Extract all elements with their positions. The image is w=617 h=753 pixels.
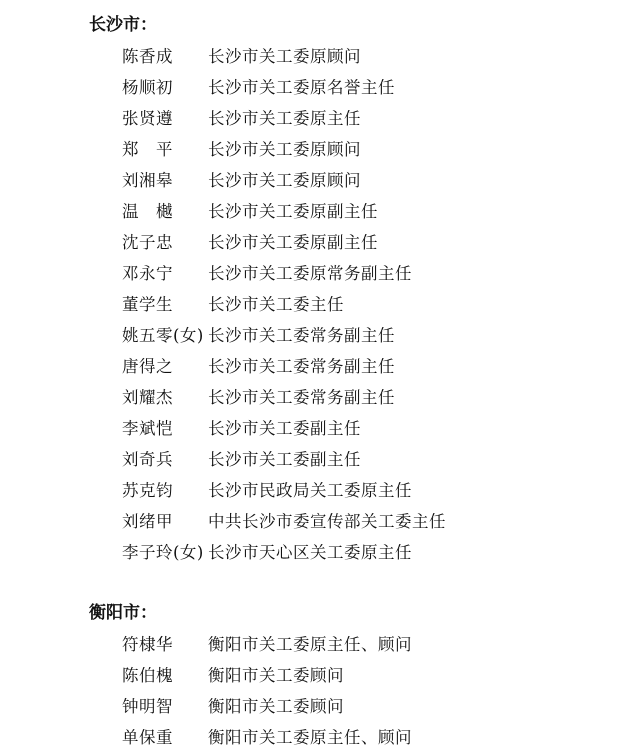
member-name: 单保重 <box>122 728 173 747</box>
list-item <box>0 165 617 196</box>
list-item <box>0 134 617 165</box>
list-item <box>0 289 617 320</box>
member-title: 衡阳市关工委原主任、顾问 <box>208 635 412 654</box>
member-name: 李子玲(女) <box>122 543 204 562</box>
member-title: 长沙市天心区关工委原主任 <box>208 543 412 562</box>
list-item <box>0 660 617 691</box>
member-name: 刘湘皋 <box>122 171 173 190</box>
member-title: 长沙市关工委副主任 <box>208 419 361 438</box>
list-item <box>0 41 617 72</box>
member-title: 长沙市关工委原顾问 <box>208 140 361 159</box>
list-item <box>0 103 617 134</box>
section-heading: 衡阳市： <box>89 603 157 623</box>
list-item <box>0 320 617 351</box>
list-item <box>0 444 617 475</box>
member-name: 张贤遵 <box>122 109 173 128</box>
member-name: 苏克钧 <box>122 481 173 500</box>
member-name: 董学生 <box>122 295 173 314</box>
list-item <box>0 382 617 413</box>
member-name: 刘绪甲 <box>122 512 173 531</box>
member-title: 长沙市关工委原常务副主任 <box>208 264 412 283</box>
list-item <box>0 413 617 444</box>
member-name: 李斌恺 <box>122 419 173 438</box>
list-item <box>0 722 617 753</box>
member-title: 长沙市关工委副主任 <box>208 450 361 469</box>
member-name: 陈伯槐 <box>122 666 173 685</box>
member-name: 钟明智 <box>122 697 173 716</box>
section-heading: 长沙市： <box>89 15 157 35</box>
member-name: 刘耀杰 <box>122 388 173 407</box>
member-list <box>0 41 617 568</box>
member-name: 陈香成 <box>122 47 173 66</box>
member-name: 刘奇兵 <box>122 450 173 469</box>
list-item <box>0 691 617 722</box>
member-title: 长沙市关工委常务副主任 <box>208 326 395 345</box>
member-name: 唐得之 <box>122 357 173 376</box>
member-name: 郑 平 <box>122 140 173 159</box>
member-title: 长沙市民政局关工委原主任 <box>208 481 412 500</box>
member-name: 符棣华 <box>122 635 173 654</box>
member-title: 长沙市关工委常务副主任 <box>208 357 395 376</box>
member-list <box>0 629 617 753</box>
member-title: 中共长沙市委宣传部关工委主任 <box>208 512 446 531</box>
member-title: 长沙市关工委原顾问 <box>208 47 361 66</box>
list-item <box>0 227 617 258</box>
list-item <box>0 351 617 382</box>
list-item <box>0 258 617 289</box>
list-item <box>0 629 617 660</box>
list-item <box>0 537 617 568</box>
member-title: 衡阳市关工委原主任、顾问 <box>208 728 412 747</box>
member-name: 邓永宁 <box>122 264 173 283</box>
member-title: 衡阳市关工委顾问 <box>208 666 344 685</box>
member-title: 长沙市关工委原副主任 <box>208 233 378 252</box>
member-title: 长沙市关工委原名誉主任 <box>208 78 395 97</box>
member-title: 长沙市关工委原主任 <box>208 109 361 128</box>
member-name: 温 樾 <box>122 202 173 221</box>
member-title: 长沙市关工委主任 <box>208 295 344 314</box>
member-name: 杨顺初 <box>122 78 173 97</box>
list-item <box>0 196 617 227</box>
member-title: 长沙市关工委常务副主任 <box>208 388 395 407</box>
member-name: 沈子忠 <box>122 233 173 252</box>
member-title: 长沙市关工委原副主任 <box>208 202 378 221</box>
member-name: 姚五零(女) <box>122 326 204 345</box>
member-title: 衡阳市关工委顾问 <box>208 697 344 716</box>
list-item <box>0 506 617 537</box>
list-item <box>0 72 617 103</box>
list-item <box>0 475 617 506</box>
member-title: 长沙市关工委原顾问 <box>208 171 361 190</box>
